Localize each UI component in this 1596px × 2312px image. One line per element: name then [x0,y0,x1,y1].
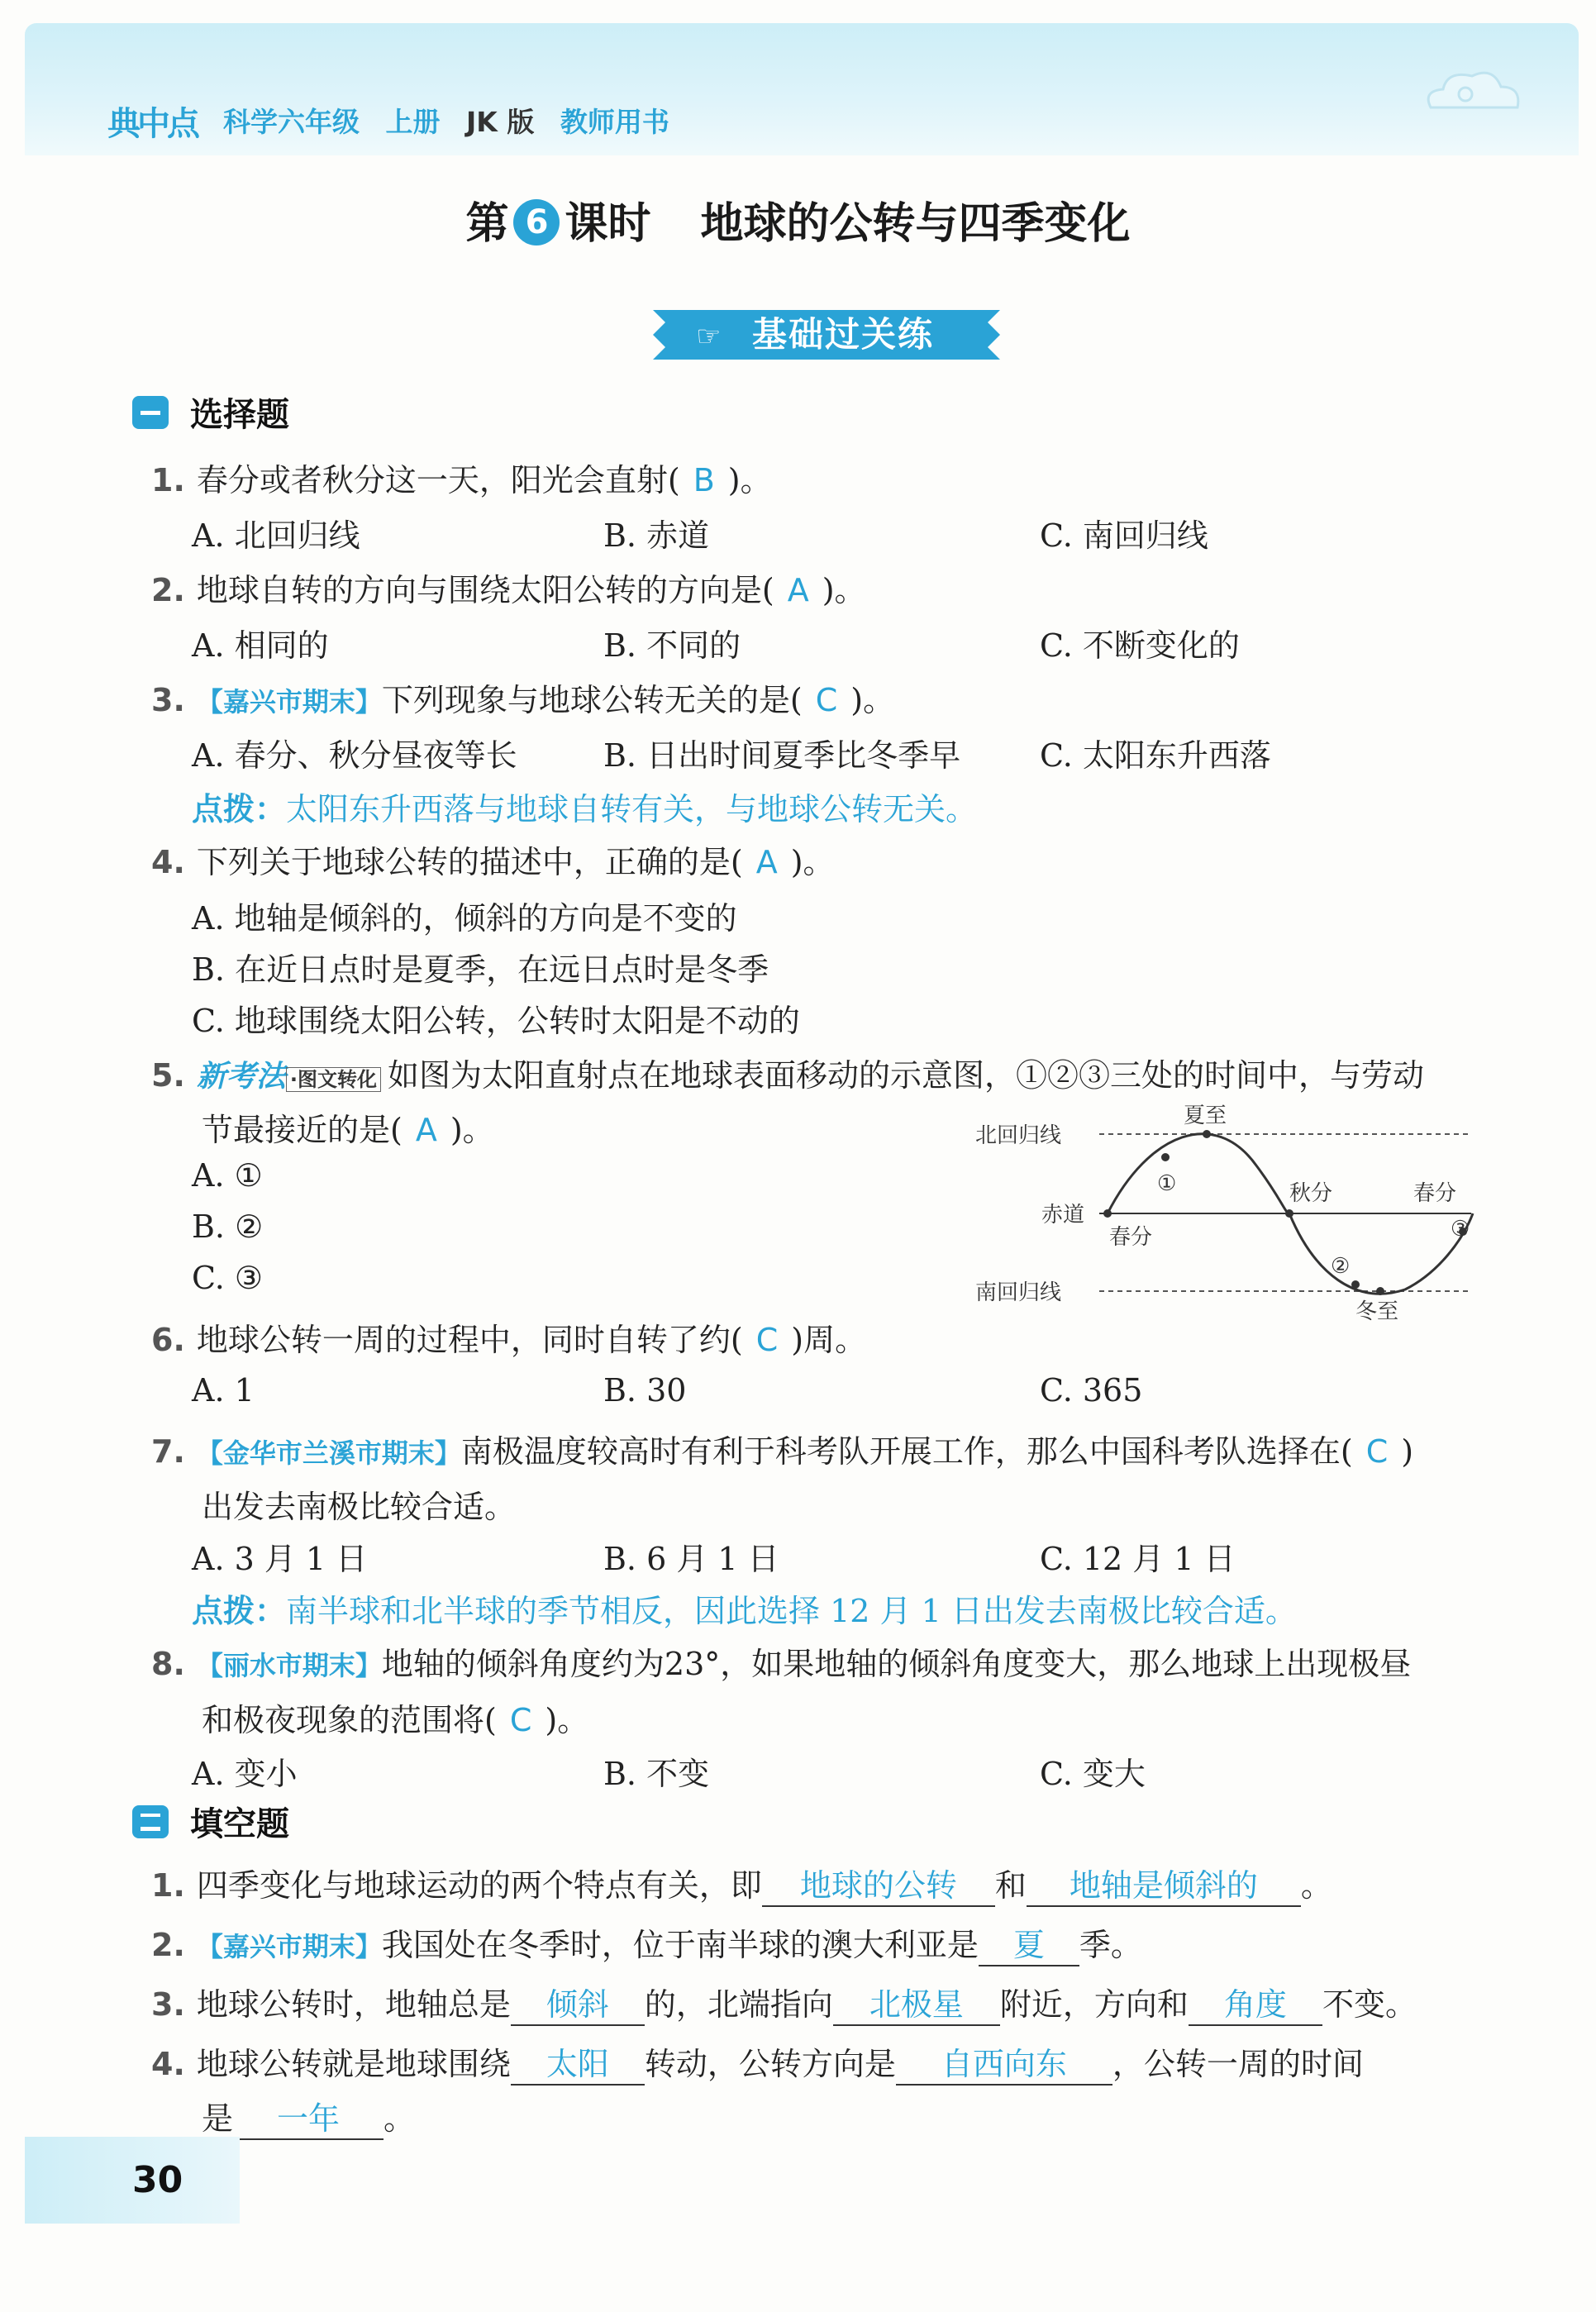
answer: A [755,844,778,880]
answer: A [787,572,809,608]
option-c: C. 南回归线 [1040,517,1208,554]
question-stem: 转动，公转方向是 [644,2046,896,2082]
question-number: 8. [151,1646,185,1682]
title-suffix: 课时 [565,199,651,249]
fill-4 [151,2038,1364,2086]
question-stem: 的，北端指向 [644,1986,833,2023]
fill-1 [151,1860,1332,1907]
question-stem: )。 [450,1112,494,1148]
winter-point [1376,1287,1384,1295]
option-a: A. ① [192,1157,263,1194]
title-prefix: 第 [465,199,509,249]
question-number: 7. [151,1433,185,1470]
option-a: A. 变小 [192,1756,298,1792]
option-c: C. 不断变化的 [1040,627,1240,664]
hint-label: 点拨： [192,1593,287,1629]
option-c: C. ③ [192,1260,263,1296]
question-stem: 地球自转的方向与围绕太阳公转的方向是( [196,572,774,608]
option-a: A. 相同的 [192,627,329,664]
question-number: 2. [151,1927,185,1963]
spring-label-right: 春分 [1413,1181,1457,1206]
question-stem: 不变。 [1322,1986,1417,2023]
lesson-number: 6 [513,199,560,246]
question-7 [151,1426,1413,1471]
autumn-point [1285,1209,1293,1218]
question-stem: )周。 [791,1322,867,1358]
question-number: 3. [151,682,185,718]
question-stem: )。 [727,462,772,498]
fill-answer: 自西向东 [896,2038,1112,2086]
winter-label: 冬至 [1355,1299,1399,1323]
question-5-cont [202,1104,494,1150]
hand-pointer-icon: ☞ [696,320,722,353]
question-number: 4. [151,844,185,880]
question-stem: 季。 [1079,1927,1142,1963]
option-c: C. 365 [1040,1372,1143,1409]
section-choice [132,389,289,436]
point-2-dot [1351,1280,1360,1289]
book-info [223,101,686,140]
question-8 [151,1638,1411,1684]
book-volume: 上册 [385,106,441,138]
option-b: B. 不同的 [603,627,741,664]
question-stem: 。 [384,2100,416,2137]
logo: 典中点 [107,105,197,143]
question-stem: 节最接近的是( [202,1112,403,1148]
question-7-cont: 出发去南极比较合适。 [202,1489,517,1525]
autumn-label: 秋分 [1289,1181,1333,1206]
point-2-label: ② [1331,1254,1351,1279]
option-a: A. 北回归线 [192,517,360,554]
section-one-icon [132,396,169,429]
fill-answer: 一年 [233,2093,384,2140]
book-subject: 科学六年级 [223,106,360,138]
fill-answer: 倾斜 [511,1979,645,2026]
fill-answer: 夏 [979,1919,1079,1966]
option-b: B. 不变 [603,1756,710,1792]
question-number: 4. [151,2046,185,2082]
option-b: B. 赤道 [603,517,710,554]
option-b: B. ② [192,1208,264,1245]
question-stem: 如图为太阳直射点在地球表面移动的示意图，①②③三处的时间中，与劳动 [388,1057,1425,1094]
page-number: 30 [132,2159,183,2201]
fill-answer: 北极星 [833,1979,1000,2026]
question-stem: 地球公转时，地轴总是 [196,1986,511,2023]
question-6 [151,1314,866,1360]
question-stem: ) [1401,1433,1414,1470]
question-stem: 下列关于地球公转的描述中，正确的是( [196,844,743,880]
fill-answer: 地球的公转 [762,1860,995,1907]
question-2 [151,565,866,610]
hint-text: 南半球和北半球的季节相反，因此选择 12 月 1 日出发去南极比较合适。 [286,1593,1297,1629]
option-a: A. 地轴是倾斜的，倾斜的方向是不变的 [192,900,737,937]
sun-direct-point-diagram [967,1099,1496,1323]
fill-answer: 角度 [1189,1979,1322,2026]
answer: C [755,1322,779,1358]
question-1 [151,455,772,500]
answer: C [509,1702,532,1738]
fill-4-cont [202,2093,415,2140]
option-c: C. 地球围绕太阳公转，公转时太阳是不动的 [192,1003,800,1039]
question-stem: 下列现象与地球公转无关的是( [381,682,803,718]
fill-3 [151,1979,1417,2026]
option-c: C. 变大 [1040,1756,1146,1792]
fill-2 [151,1919,1142,1966]
answer: C [815,682,838,718]
question-stem: 地球公转一周的过程中，同时自转了约( [196,1322,743,1358]
lesson-name: 地球的公转与四季变化 [700,199,1131,249]
book-edition: JK 版 [466,106,535,138]
summer-label: 夏至 [1184,1104,1227,1128]
hint [192,784,977,829]
answer: C [1365,1433,1389,1470]
lesson-title [0,188,1596,250]
answer: B [693,462,715,498]
question-stem: 和极夜现象的范围将( [202,1702,497,1738]
banner-text: 基础过关练 [751,314,934,355]
question-stem: 和 [994,1867,1027,1904]
question-stem: )。 [790,844,835,880]
question-stem: 南极温度较高时有利于科考队开展工作，那么中国科考队选择在( [460,1433,1353,1470]
question-number: 3. [151,1986,185,2023]
question-stem: )。 [822,572,866,608]
question-stem: ，公转一周的时间 [1112,2046,1364,2082]
question-number: 6. [151,1322,185,1358]
section-fill-title: 填空题 [190,1805,289,1843]
question-stem: 四季变化与地球运动的两个特点有关，即 [196,1867,762,1904]
spring-label-left: 春分 [1109,1225,1153,1250]
source-tag: 【嘉兴市期末】 [196,1931,382,1962]
hint-label: 点拨： [192,791,287,827]
answer: A [415,1112,437,1148]
hint [192,1585,1297,1631]
option-b: B. 日出时间夏季比冬季早 [603,737,961,774]
question-number: 1. [151,462,185,498]
option-c: C. 太阳东升西落 [1040,737,1271,774]
new-method-subtag: ·图文转化 [286,1067,381,1092]
cloud-icon [1414,58,1530,124]
north-tropic-label: 北回归线 [975,1123,1062,1148]
question-stem: 春分或者秋分这一天，阳光会直射( [196,462,680,498]
source-tag: 【丽水市期末】 [196,1650,382,1681]
source-tag: 【嘉兴市期末】 [196,686,382,717]
section-two-icon [132,1805,169,1838]
question-stem: )。 [850,682,895,718]
point-1-label: ① [1157,1171,1177,1196]
question-stem: 附近，方向和 [999,1986,1189,2023]
equator-label: 赤道 [1041,1203,1085,1228]
question-3 [151,675,894,720]
question-8-cont [202,1695,588,1740]
spring-point [1103,1209,1112,1218]
hint-text: 太阳东升西落与地球自转有关，与地球公转无关。 [286,791,978,827]
option-b: B. 30 [603,1372,687,1409]
question-4 [151,837,835,882]
section-fill [132,1798,289,1845]
option-c: C. 12 月 1 日 [1040,1541,1236,1577]
summer-point [1203,1130,1211,1138]
south-tropic-label: 南回归线 [975,1280,1062,1305]
question-number: 5. [151,1057,185,1094]
option-b: B. 6 月 1 日 [603,1541,779,1577]
fill-answer: 太阳 [511,2038,645,2086]
new-method-tag: 新考法 [196,1060,286,1094]
source-tag: 【金华市兰溪市期末】 [196,1437,461,1469]
question-number: 1. [151,1867,185,1904]
question-stem: 地球公转就是地球围绕 [196,2046,511,2082]
option-a: A. 春分、秋分昼夜等长 [192,737,517,774]
question-stem: )。 [545,1702,589,1738]
option-a: A. 1 [192,1372,255,1409]
option-a: A. 3 月 1 日 [192,1541,368,1577]
section-choice-title: 选择题 [190,396,289,434]
question-stem: 地轴的倾斜角度约为23°，如果地轴的倾斜角度变大，那么地球上出现极昼 [381,1646,1412,1682]
option-b: B. 在近日点时是夏季，在远日点时是冬季 [192,951,769,988]
point-1-dot [1161,1153,1170,1161]
question-stem: 我国处在冬季时，位于南半球的澳大利亚是 [381,1927,979,1963]
question-stem: 是 [202,2100,234,2137]
point-3-label: ③ [1451,1217,1470,1242]
fill-answer: 地轴是倾斜的 [1027,1860,1301,1907]
question-5 [151,1050,1424,1095]
question-number: 2. [151,572,185,608]
book-type: 教师用书 [560,106,669,138]
question-stem: 。 [1300,1867,1332,1904]
